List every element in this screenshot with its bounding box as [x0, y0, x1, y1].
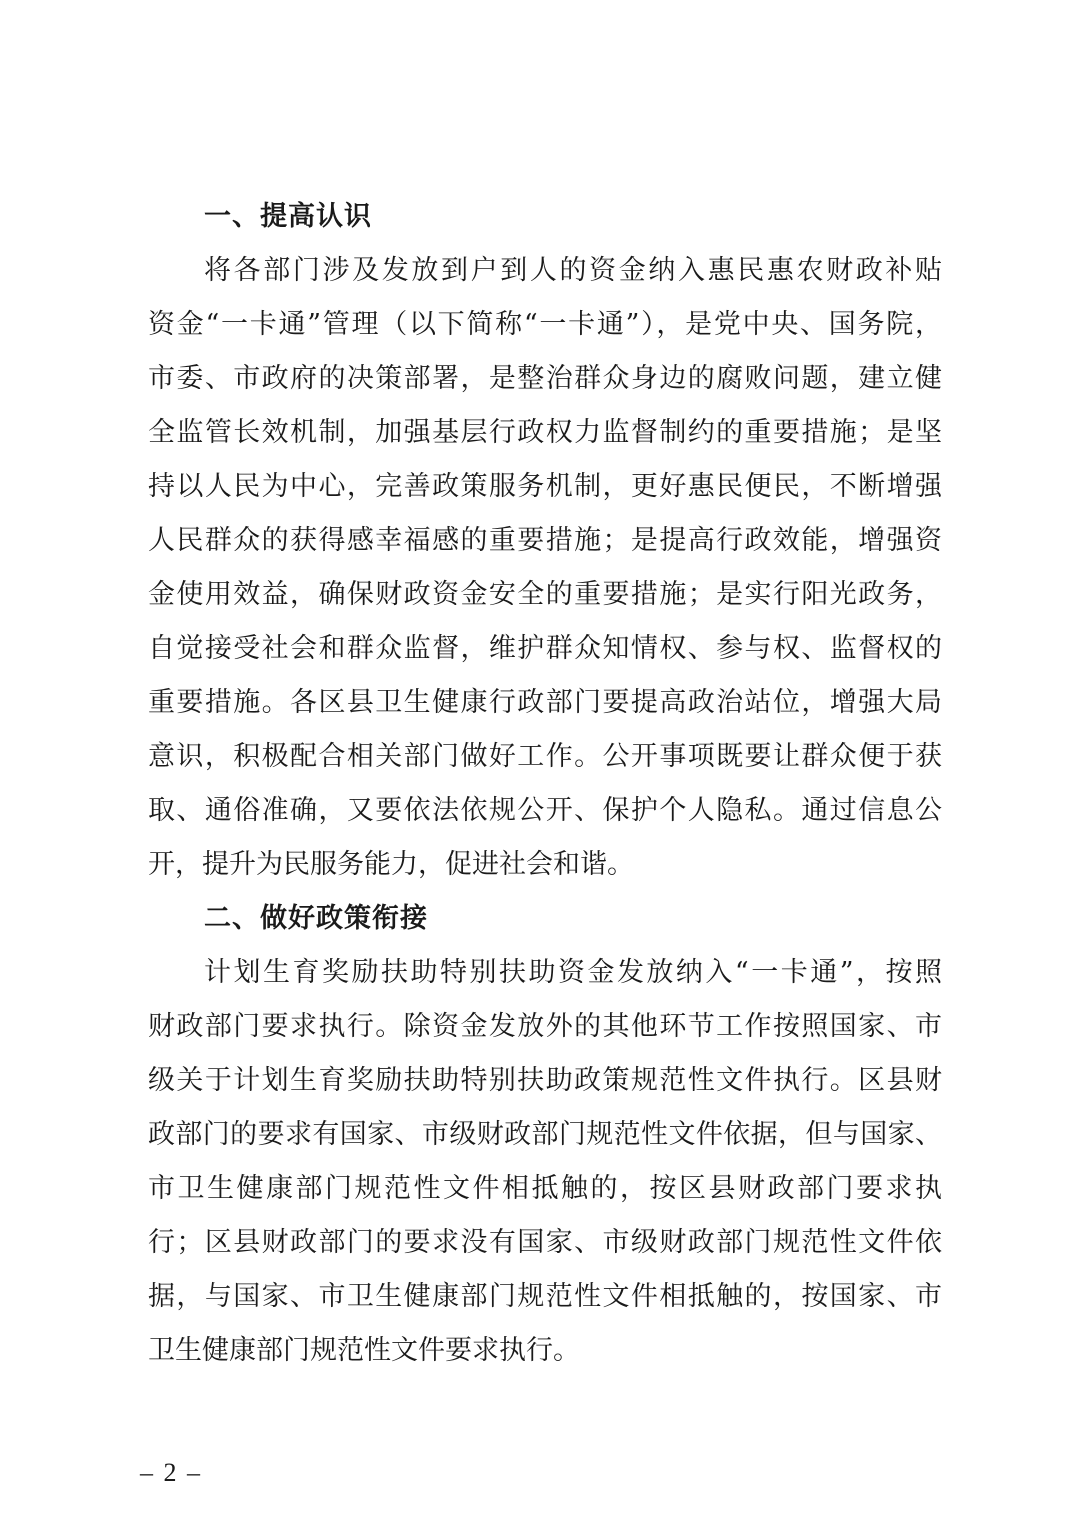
text-line: 资金“一卡通”管理（以下简称“一卡通”），是党中央、国务院，: [148, 309, 942, 340]
text-line: 政部门的要求有国家、市级财政部门规范性文件依据，但与国家、: [148, 1119, 942, 1150]
text-line: 意识，积极配合相关部门做好工作。公开事项既要让群众便于获: [148, 741, 942, 772]
text-line: 市委、市政府的决策部署，是整治群众身边的腐败问题，建立健: [148, 363, 942, 394]
text-line: 自觉接受社会和群众监督，维护群众知情权、参与权、监督权的: [148, 633, 942, 664]
text-line: 市卫生健康部门规范性文件相抵触的，按区县财政部门要求执: [148, 1173, 942, 1204]
text-line: 金使用效益，确保财政资金安全的重要措施；是实行阳光政务，: [148, 579, 942, 610]
section-paragraph-1: [148, 244, 942, 892]
text-line: 持以人民为中心，完善政策服务机制，更好惠民便民，不断增强: [148, 471, 942, 502]
text-line: 将各部门涉及发放到户到人的资金纳入惠民惠农财政补贴: [204, 255, 942, 286]
text-line: 重要措施。各区县卫生健康行政部门要提高政治站位，增强大局: [148, 687, 942, 718]
text-line: 取、通俗准确，又要依法依规公开、保护个人隐私。通过信息公: [148, 795, 942, 826]
text-line: 财政部门要求执行。除资金发放外的其他环节工作按照国家、市: [148, 1011, 942, 1042]
text-line: 级关于计划生育奖励扶助特别扶助政策规范性文件执行。区县财: [148, 1065, 942, 1096]
section-paragraph-2: [148, 946, 942, 1378]
text-line: 计划生育奖励扶助特别扶助资金发放纳入“一卡通”，按照: [204, 957, 942, 988]
text-line: 开，提升为民服务能力，促进社会和谐。: [148, 849, 634, 880]
text-line: 行；区县财政部门的要求没有国家、市级财政部门规范性文件依: [148, 1227, 942, 1258]
document-body: [148, 190, 942, 1378]
text-line: 全监管长效机制，加强基层行政权力监督制约的重要措施；是坚: [148, 417, 942, 448]
text-line: 人民群众的获得感幸福感的重要措施；是提高行政效能，增强资: [148, 525, 942, 556]
text-line: 卫生健康部门规范性文件要求执行。: [148, 1335, 580, 1366]
text-line: 据，与国家、市卫生健康部门规范性文件相抵触的，按国家、市: [148, 1281, 942, 1312]
page-number: – 2 –: [140, 1458, 202, 1487]
section-heading-1: 一、提高认识: [204, 201, 372, 232]
section-heading-2: 二、做好政策衔接: [204, 903, 428, 934]
